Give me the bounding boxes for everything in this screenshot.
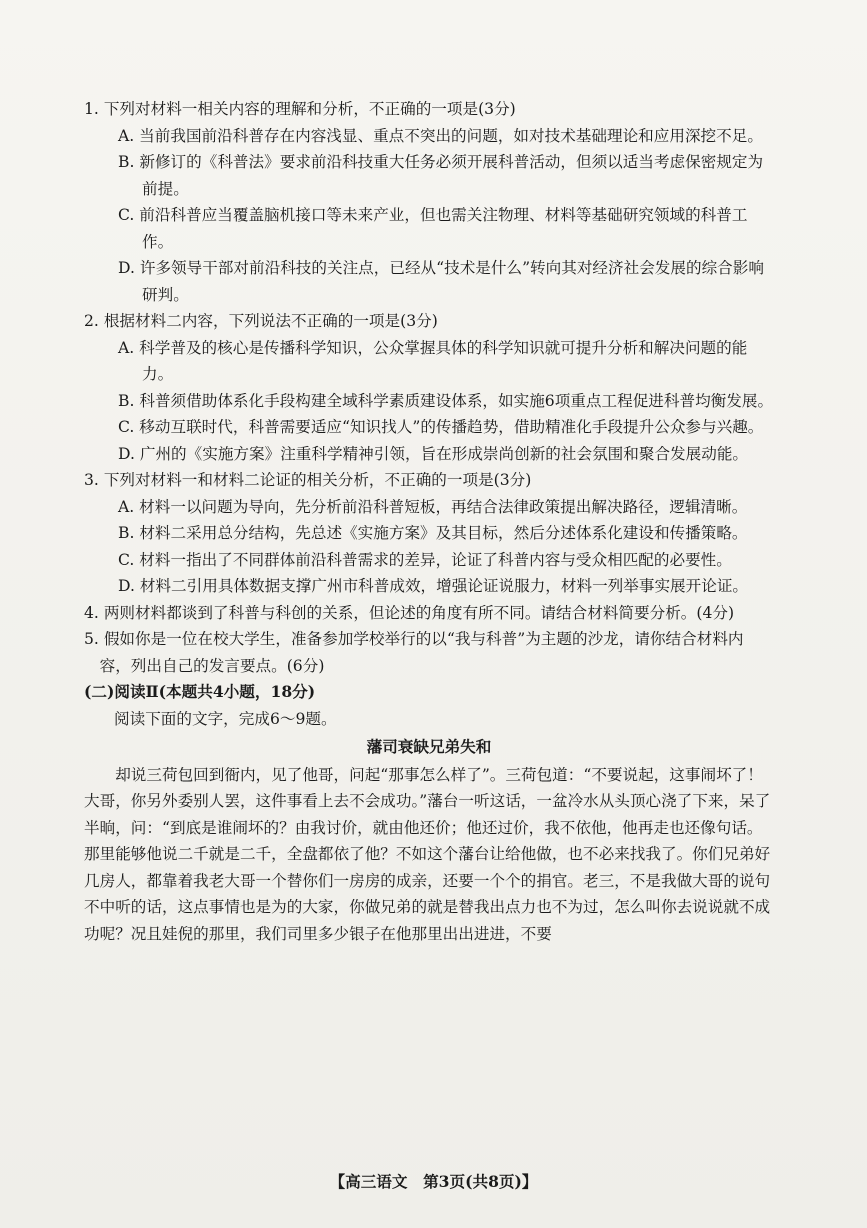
option-c: C. 前沿科普应当覆盖脑机接口等未来产业，但也需关注物理、材料等基础研究领域的科普工作。 [118, 206, 748, 251]
question-stem: 2. 根据材料二内容，下列说法不正确的一项是(3分) [84, 312, 438, 330]
question-stem: 3. 下列对材料一和材料二论证的相关分析，不正确的一项是(3分) [84, 471, 532, 489]
page-content [84, 96, 774, 947]
page-footer: 【高三语文 第3页(共8页)】 [329, 1172, 538, 1191]
question-stem: 4. 两则材料都谈到了科普与科创的关系，但论述的角度有所不同。请结合材料简要分析。(4分) [84, 603, 735, 622]
section-heading: (二)阅读Ⅱ(本题共4小题，18分) [84, 682, 316, 701]
story-paragraph: 却说三荷包回到衙内，见了他哥，问起“那事怎么样了”。三荷包道：“不要说起，这事闹坏了！大哥，你另外委别人罢，这件事看上去不会成功。”藩台一听这话，一盆冷水从头顶心浇了下来，呆了半晌，问：“到底是谁闹坏的？由我讨价，就由他还价；他还过价，我不依他，他再走也还像句话。那里能够他说二千就是二千，全盘都依了他？不如这个藩台让给他做，也不必来找我了。你们兄弟好几房人，都靠着我老大哥一个替你们一房房的成亲，还要一个个的捐官。老三，不是我做大哥的说句不中听的话，这点事情也是为的大家，你做兄弟的就是替我出点力也不为过，怎么叫你去说说就不成功呢？况且娃倪的那里，我们司里多少银子在他那里出出进进，不要 [84, 765, 771, 943]
option-d: D. 许多领导干部对前沿科技的关注点，已经从“技术是什么”转向其对经济社会发展的综合影响研判。 [118, 259, 764, 304]
question-4 [84, 600, 774, 627]
option-b: B. 材料二采用总分结构，先总述《实施方案》及其目标，然后分述体系化建设和传播策略。 [118, 524, 748, 542]
question-1 [84, 96, 774, 308]
question-5 [84, 626, 774, 679]
question-stem: 1. 下列对材料一相关内容的理解和分析，不正确的一项是(3分) [84, 100, 516, 118]
option-d: D. 广州的《实施方案》注重科学精神引领，旨在形成崇尚创新的社会氛围和聚合发展动能。 [118, 444, 749, 463]
option-c: C. 移动互联时代，科普需要适应“知识找人”的传播趋势，借助精准化手段提升公众参与兴趣。 [118, 418, 764, 436]
option-a: A. 材料一以问题为导向，先分析前沿科普短板，再结合法律政策提出解决路径，逻辑清晰。 [118, 497, 748, 516]
option-c: C. 材料一指出了不同群体前沿科普需求的差异，论证了科普内容与受众相匹配的必要性。 [118, 550, 732, 569]
option-d: D. 材料二引用具体数据支撑广州市科普成效，增强论证说服力，材料一列举事实展开论证。 [118, 577, 749, 595]
section-instruction: 阅读下面的文字，完成6～9题。 [114, 709, 337, 728]
question-3 [84, 467, 774, 600]
option-b: B. 科普须借助体系化手段构建全域科学素质建设体系，如实施6项重点工程促进科普均衡发展。 [118, 391, 774, 410]
question-stem: 5. 假如你是一位在校大学生，准备参加学校举行的以“我与科普”为主题的沙龙，请你结合材料内容，列出自己的发言要点。(6分) [84, 630, 744, 675]
option-a: A. 科学普及的核心是传播科学知识，公众掌握具体的科学知识就可提升分析和解决问题的能力。 [118, 338, 748, 383]
story-title: 藩司衰缺兄弟失和 [366, 737, 492, 756]
option-b: B. 新修订的《科普法》要求前沿科技重大任务必须开展科普活动，但须以适当考虑保密规定为前提。 [118, 153, 764, 198]
question-2 [84, 308, 774, 467]
option-a: A. 当前我国前沿科普存在内容浅显、重点不突出的问题，如对技术基础理论和应用深挖不足。 [118, 126, 763, 145]
